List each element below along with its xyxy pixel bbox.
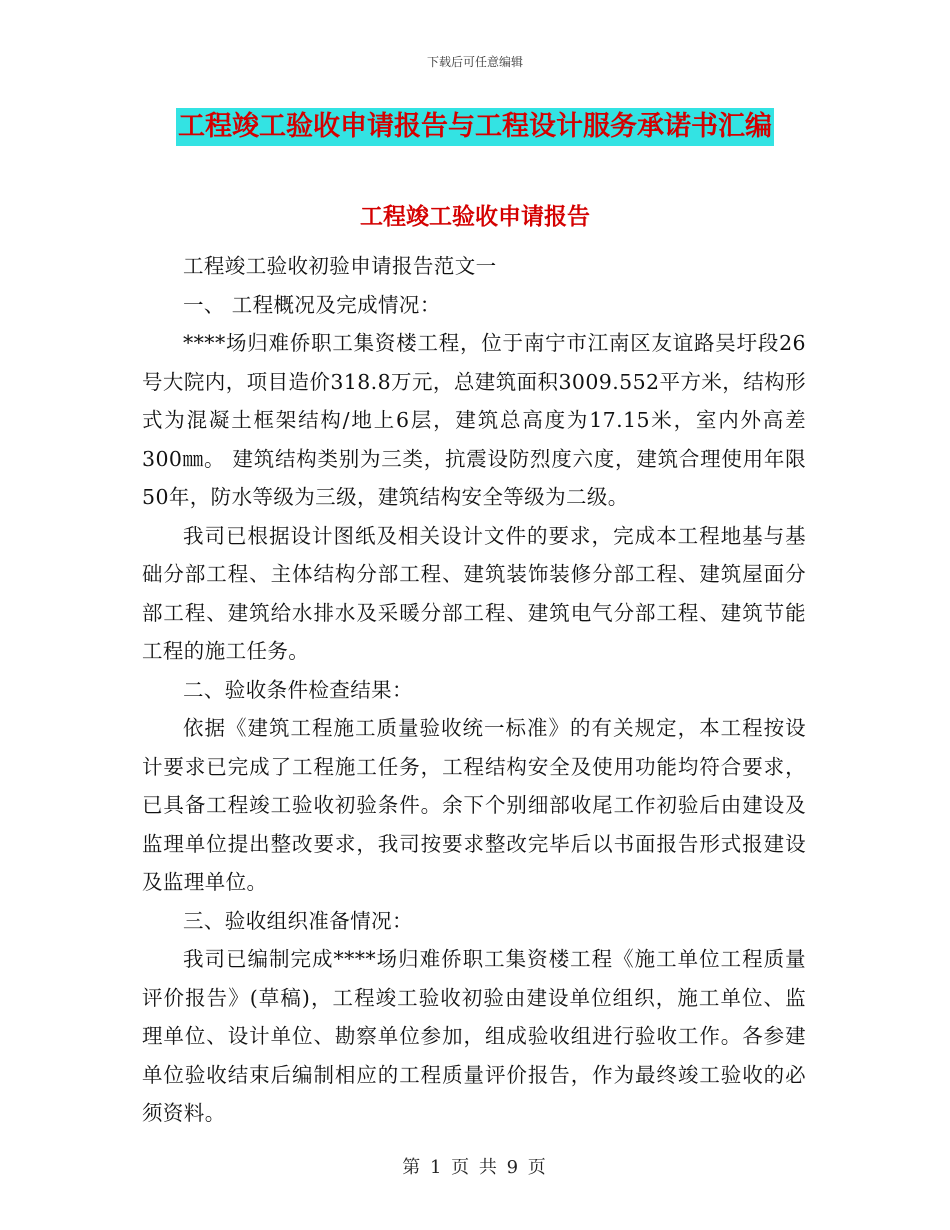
paragraph-completion: 我司已根据设计图纸及相关设计文件的要求，完成本工程地基与基础分部工程、主体结构分部工程、建筑装饰装修分部工程、建筑屋面分部工程、建筑给水排水及采暖分部工程、建筑电气分部工程、建筑节能工程的施工任务。 — [142, 523, 806, 663]
document-body — [142, 247, 806, 1133]
page-header-note: 下载后可任意编辑 — [426, 55, 523, 69]
paragraph-preparation: 我司已编制完成****场归难侨职工集资楼工程《施工单位工程质量评价报告》(草稿)，工程竣工验收初验由建设单位组织，施工单位、监理单位、设计单位、勘察单位参加，组成验收组进行验收工作。各参建单位验收结束后编制相应的工程质量评价报告，作为最终竣工验收的必须资料。 — [142, 947, 806, 1125]
paragraph-subtitle: 工程竣工验收初验申请报告范文一 — [183, 254, 497, 278]
paragraph-heading-conditions: 二、验收条件检查结果： — [183, 677, 413, 702]
paragraph-heading-preparation: 三、验收组织准备情况： — [183, 908, 413, 933]
document-title-container — [0, 108, 950, 146]
page-footer-number: 第 1 页 共 9 页 — [402, 1157, 548, 1178]
paragraph-project-overview: ****场归难侨职工集资楼工程，位于南宁市江南区友谊路吴圩段26号大院内，项目造价318.8万元，总建筑面积3009.552平方米，结构形式为混凝土框架结构/地上6层，建筑总高度为17.15米，室内外高差300㎜。 建筑结构类别为三类，抗震设防烈度六度，建筑合理使用年限50年，防水等级为三级，建筑结构安全等级为二级。 — [142, 331, 806, 509]
paragraph-conditions: 依据《建筑工程施工质量验收统一标准》的有关规定，本工程按设计要求已完成了工程施工任务，工程结构安全及使用功能均符合要求，已具备工程竣工验收初验条件。余下个别细部收尾工作初验后由建设及监理单位提出整改要求，我司按要求整改完毕后以书面报告形式报建设及监理单位。 — [142, 716, 806, 894]
document-title: 工程竣工验收申请报告与工程设计服务承诺书汇编 — [176, 108, 774, 146]
paragraph-heading-overview: 一、 工程概况及完成情况： — [183, 292, 441, 317]
section-title: 工程竣工验收申请报告 — [360, 203, 590, 230]
